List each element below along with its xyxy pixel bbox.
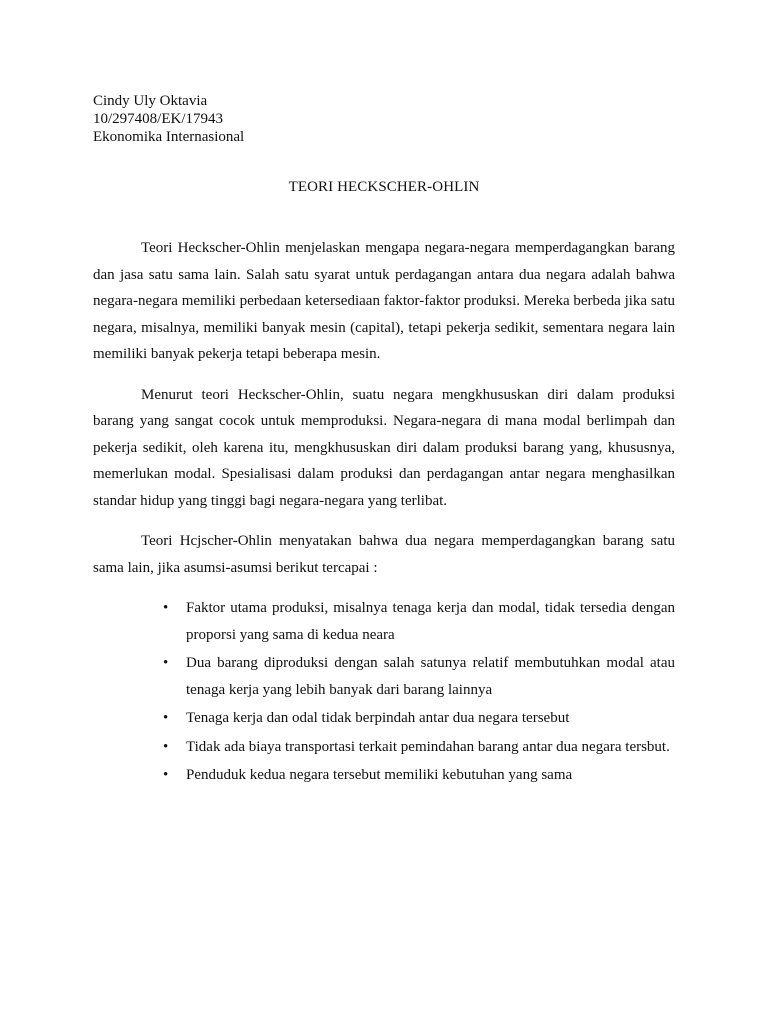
bullet-icon: •: [163, 738, 169, 755]
document-title: TEORI HECKSCHER-OHLIN: [288, 179, 480, 195]
paragraph: Teori Hcjscher-Ohlin menyatakan bahwa dua negara memperdagangkan barang satu sama lain, jika asumsi-asumsi berikut tercapai :: [93, 533, 675, 576]
course-name: Ekonomika Internasional: [93, 129, 245, 145]
list-item: [163, 650, 675, 703]
paragraph: Teori Heckscher-Ohlin menjelaskan mengapa negara-negara memperdagangkan barang dan jasa satu sama lain. Salah satu syarat untuk perdagangan antara dua negara adalah bahwa negara-negara memiliki perbedaan ketersediaan faktor-faktor produksi. Mereka berbeda jika satu negara, misalnya, memiliki banyak mesin (capital), tetapi pekerja sedikit, sementara negara lain memiliki banyak pekerja tetapi beberapa mesin.: [93, 240, 675, 362]
author-name: Cindy Uly Oktavia: [93, 93, 208, 109]
paragraph: Menurut teori Heckscher-Ohlin, suatu negara mengkhususkan diri dalam produksi barang yang sangat cocok untuk memproduksi. Negara-negara di mana modal berlimpah dan pekerja sedikit, oleh karena itu, mengkhususkan diri dalam produksi barang yang, khususnya, memerlukan modal. Spesialisasi dalam produksi dan perdagangan antar negara menghasilkan standar hidup yang tinggi bagi negara-negara yang terlibat.: [93, 386, 675, 509]
list-item: [163, 762, 675, 789]
list-item: [163, 734, 675, 761]
list-item-text: Penduduk kedua negara tersebut memiliki kebutuhan yang sama: [186, 767, 573, 783]
bullet-icon: •: [163, 710, 169, 726]
list-item-text: Tenaga kerja dan odal tidak berpindah antar dua negara tersebut: [186, 710, 570, 726]
student-id: 10/297408/EK/17943: [93, 111, 223, 127]
document-header: [93, 92, 244, 146]
list-item: [163, 705, 675, 732]
bullet-icon: •: [163, 600, 169, 616]
assumption-list: [93, 595, 675, 789]
list-item-text: Faktor utama produksi, misalnya tenaga kerja dan modal, tidak tersedia dengan proporsi yang sama di kedua neara: [186, 600, 675, 643]
bullet-icon: •: [163, 767, 169, 783]
list-item-text: Dua barang diproduksi dengan salah satunya relatif membutuhkan modal atau tenaga kerja yang lebih banyak dari barang lainnya: [186, 655, 675, 698]
document-body: [93, 235, 675, 791]
list-item: [163, 595, 675, 648]
list-item-text: Tidak ada biaya transportasi terkait pemindahan barang antar dua negara tersbut.: [186, 738, 670, 755]
bullet-icon: •: [163, 655, 169, 671]
